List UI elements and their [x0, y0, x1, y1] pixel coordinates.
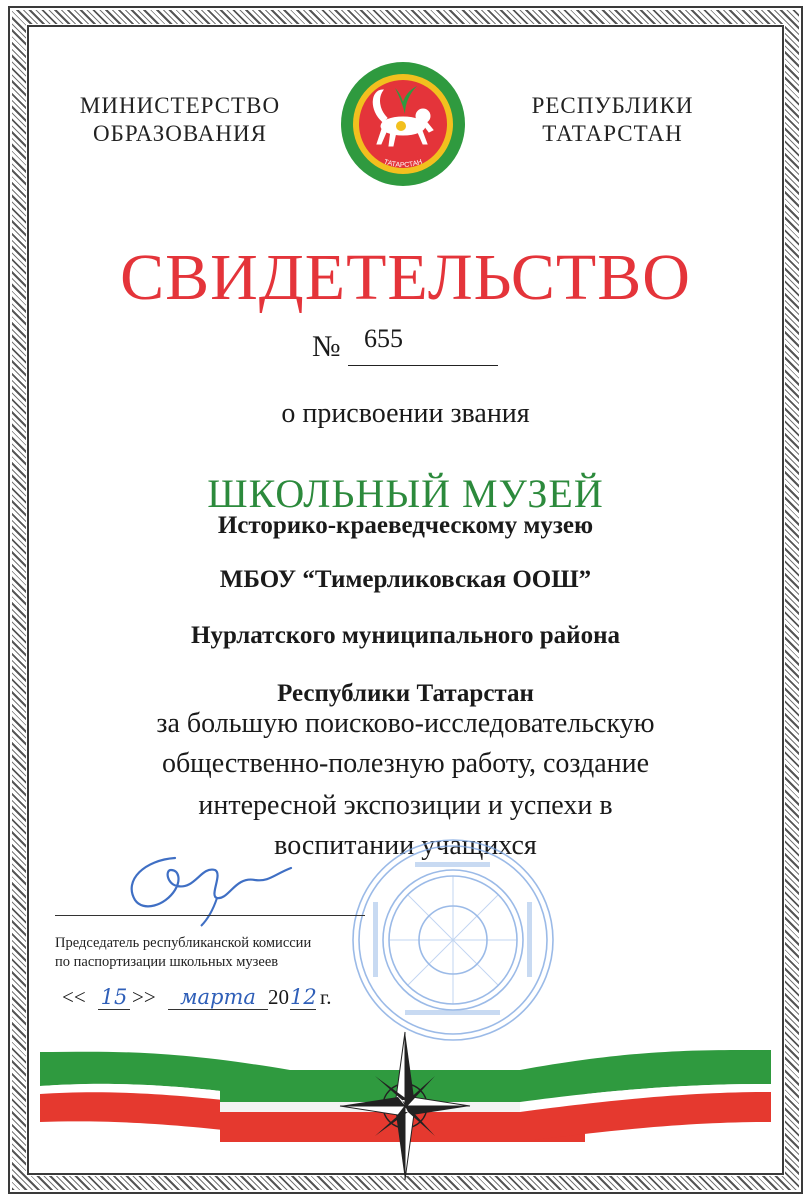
ministry-header [60, 92, 300, 148]
reason-line-4: воспитании учащихся [274, 830, 537, 861]
ministry-line-2: ОБРАЗОВАНИЯ [93, 121, 267, 146]
recipient-line-2: МБОУ “Тимерликовская ООШ” [219, 566, 592, 593]
date-suffix: г. [320, 985, 332, 1009]
certificate-subtitle: о присвоении звания [281, 398, 530, 429]
certificate-title: СВИДЕТЕЛЬСТВО [120, 241, 691, 314]
date-close-quotes: >> [132, 985, 156, 1009]
number-value: 655 [364, 324, 403, 353]
compass-star-icon [340, 1032, 470, 1180]
republic-line-1: РЕСПУБЛИКИ [531, 93, 694, 118]
reason-line-1: за большую поисково-исследовательскую [156, 708, 655, 739]
ministry-line-1: МИНИСТЕРСТВО [79, 93, 281, 118]
certificate-number [312, 322, 512, 372]
tatarstan-flag-ribbon [40, 1030, 771, 1180]
date-year-suffix: 12 [290, 985, 317, 1009]
reason-line-2: общественно-полезную работу, создание [161, 748, 650, 779]
handwritten-signature [105, 840, 305, 930]
tatarstan-coat-of-arms-icon [339, 60, 467, 188]
date-open-quotes: << [62, 985, 86, 1009]
reason-line-3: интересной экспозиции и успехи в [198, 790, 613, 821]
recipient-line-4: Республики Татарстан [277, 680, 534, 707]
round-seal-stamp [345, 832, 560, 1047]
date-day: 15 [98, 985, 130, 1010]
date-month: марта [168, 985, 268, 1010]
republic-line-2: ТАТАРСТАН [542, 121, 683, 146]
signature-line [55, 915, 365, 916]
date-year-prefix: 20 [268, 985, 289, 1009]
issue-date [62, 985, 352, 1015]
emblem-caption: ТАТАРСТАН [382, 158, 424, 170]
signer-title-line-2: по паспортизации школьных музеев [55, 954, 279, 970]
number-underline [348, 365, 498, 366]
recipient-line-1: Историко-краеведческому музею [217, 512, 594, 539]
republic-header [505, 92, 720, 148]
rank-title: ШКОЛЬНЫЙ МУЗЕЙ [207, 471, 604, 516]
signer-title-line-1: Председатель республиканской комиссии [55, 935, 312, 951]
recipient-line-3: Нурлатского муниципального района [191, 622, 620, 649]
number-sign: № [312, 330, 341, 363]
